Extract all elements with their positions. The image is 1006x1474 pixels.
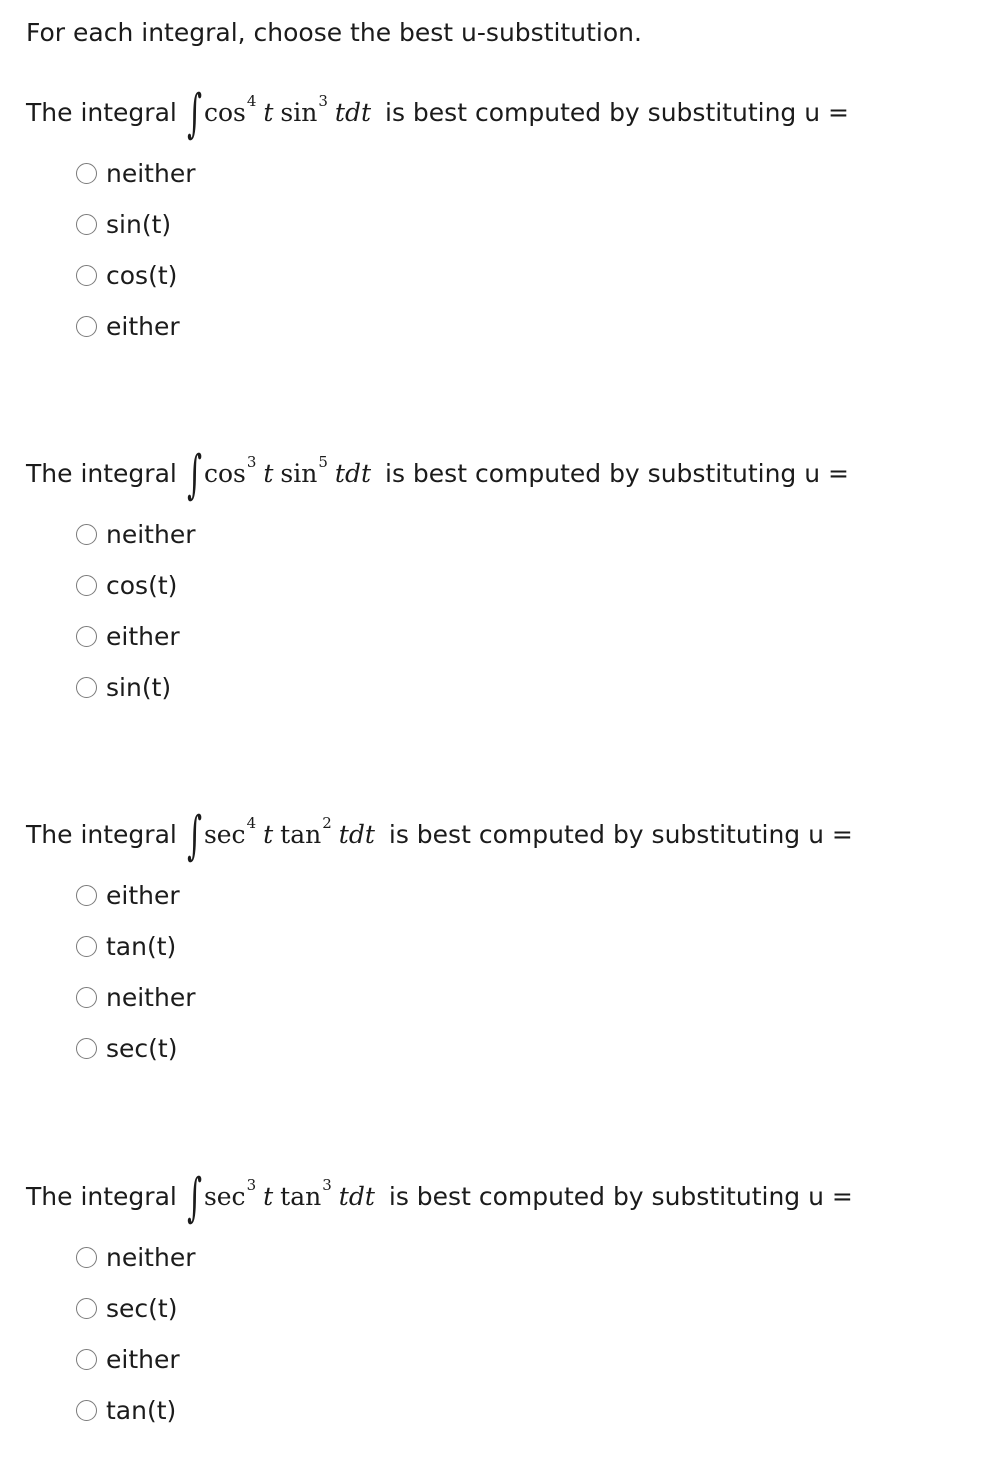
option-label: sin(t) (106, 209, 172, 239)
option-label: either (106, 621, 180, 651)
variable: t (263, 1181, 274, 1211)
option-label: tan(t) (106, 1395, 177, 1425)
answer-option[interactable] (76, 509, 195, 560)
variable: t (263, 97, 274, 127)
radio-button[interactable] (76, 936, 97, 957)
radio-button[interactable] (76, 316, 97, 337)
answer-option[interactable] (76, 1283, 195, 1334)
integral-expression (186, 84, 372, 144)
function-1: cos (203, 97, 246, 127)
integral-sign: ∫ (186, 806, 202, 866)
differential: tdt (338, 819, 375, 849)
option-label: either (106, 1344, 180, 1374)
function-2: tan (280, 1181, 322, 1211)
answer-option[interactable] (76, 870, 195, 921)
differential: tdt (338, 1181, 375, 1211)
integral-sign: ∫ (186, 445, 202, 505)
question-prompt (26, 441, 849, 505)
radio-button[interactable] (76, 1349, 97, 1370)
radio-button[interactable] (76, 987, 97, 1008)
differential: tdt (334, 458, 372, 488)
exponent-1: 3 (246, 1176, 257, 1194)
radio-button[interactable] (76, 265, 97, 286)
option-label: neither (106, 158, 196, 188)
answer-option[interactable] (76, 1023, 195, 1074)
integral-sign: ∫ (186, 1168, 202, 1228)
answer-option[interactable] (76, 1385, 195, 1436)
radio-button[interactable] (76, 1038, 97, 1059)
radio-button[interactable] (76, 575, 97, 596)
function-1: cos (203, 458, 246, 488)
answer-option[interactable] (76, 560, 195, 611)
option-label: neither (106, 519, 196, 549)
exponent-2: 2 (322, 814, 332, 832)
answer-option[interactable] (76, 662, 195, 713)
answer-option[interactable] (76, 1334, 195, 1385)
answer-option[interactable] (76, 611, 195, 662)
question-3 (0, 802, 1006, 1142)
exponent-1: 4 (246, 92, 257, 110)
option-label: either (106, 880, 180, 910)
radio-button[interactable] (76, 885, 97, 906)
prompt-tail: is best computed by substituting u = (388, 819, 853, 849)
radio-button[interactable] (76, 524, 97, 545)
option-label: either (106, 311, 180, 341)
question-2 (0, 441, 1006, 781)
function-2: sin (280, 97, 318, 127)
option-label: sec(t) (106, 1293, 178, 1323)
option-label: sec(t) (106, 1033, 178, 1063)
prompt-lead: The integral (26, 819, 177, 849)
radio-button[interactable] (76, 1400, 97, 1421)
answer-options (76, 1232, 195, 1436)
exponent-2: 3 (322, 1176, 332, 1194)
function-1: sec (203, 819, 246, 849)
answer-option[interactable] (76, 199, 195, 250)
answer-option[interactable] (76, 148, 195, 199)
exponent-2: 5 (318, 453, 328, 471)
option-label: cos(t) (106, 570, 178, 600)
function-2: tan (280, 819, 322, 849)
exponent-1: 3 (246, 453, 257, 471)
variable: t (263, 458, 274, 488)
radio-button[interactable] (76, 1298, 97, 1319)
question-prompt (26, 1164, 853, 1228)
instructions-text: For each integral, choose the best u-substitution. (26, 18, 642, 47)
prompt-lead: The integral (26, 97, 177, 127)
question-prompt (26, 802, 853, 866)
integral-expression (186, 445, 372, 505)
radio-button[interactable] (76, 163, 97, 184)
prompt-tail: is best computed by substituting u = (388, 1181, 853, 1211)
answer-options (76, 509, 195, 713)
prompt-lead: The integral (26, 1181, 177, 1211)
integral-sign: ∫ (186, 84, 202, 144)
answer-option[interactable] (76, 921, 195, 972)
option-label: tan(t) (106, 931, 177, 961)
question-prompt (26, 80, 849, 144)
question-1 (0, 80, 1006, 420)
prompt-lead: The integral (26, 458, 177, 488)
variable: t (263, 819, 274, 849)
option-label: neither (106, 1242, 196, 1272)
radio-button[interactable] (76, 1247, 97, 1268)
radio-button[interactable] (76, 214, 97, 235)
answer-option[interactable] (76, 1232, 195, 1283)
function-2: sin (280, 458, 318, 488)
radio-button[interactable] (76, 677, 97, 698)
question-4 (0, 1164, 1006, 1474)
integral-expression (186, 806, 375, 866)
answer-options (76, 148, 195, 352)
radio-button[interactable] (76, 626, 97, 647)
option-label: cos(t) (106, 260, 178, 290)
option-label: neither (106, 982, 196, 1012)
exponent-2: 3 (318, 92, 328, 110)
function-1: sec (203, 1181, 246, 1211)
answer-option[interactable] (76, 250, 195, 301)
answer-option[interactable] (76, 972, 195, 1023)
prompt-tail: is best computed by substituting u = (385, 458, 849, 488)
exponent-1: 4 (246, 814, 257, 832)
answer-option[interactable] (76, 301, 195, 352)
option-label: sin(t) (106, 672, 172, 702)
differential: tdt (334, 97, 372, 127)
integral-expression (186, 1168, 375, 1228)
prompt-tail: is best computed by substituting u = (385, 97, 849, 127)
answer-options (76, 870, 195, 1074)
